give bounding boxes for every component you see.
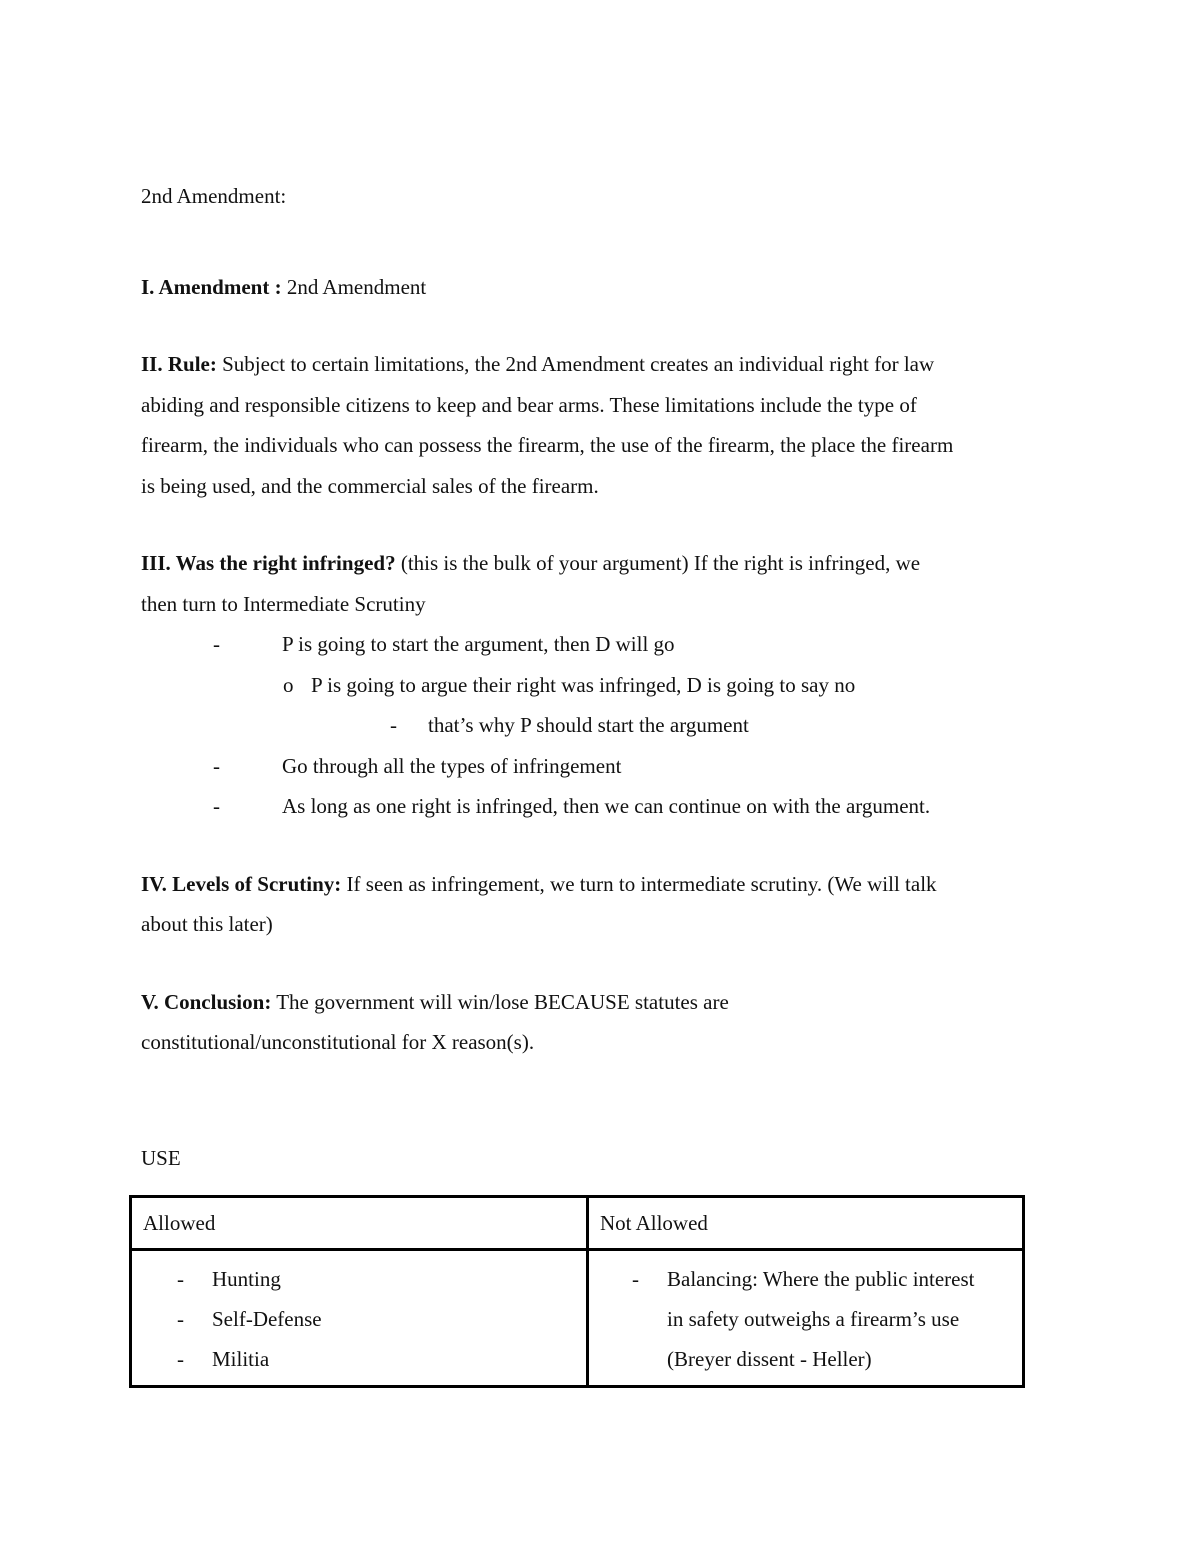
list-item	[141, 746, 1061, 787]
section-label: III. Was the right infringed?	[141, 551, 396, 575]
scrutiny-line: about this later)	[141, 912, 273, 936]
rule-line: abiding and responsible citizens to keep and bear arms. These limitations include the type of	[141, 392, 917, 417]
list-item-text: Self-Defense	[212, 1307, 322, 1331]
table-header-row	[131, 1197, 1024, 1250]
dash-marker: -	[177, 1347, 184, 1371]
section-conclusion	[141, 982, 1061, 1063]
list-item	[141, 786, 1061, 827]
dash-marker: -	[213, 632, 220, 656]
list-item-text	[589, 1259, 1022, 1379]
list-item-line: Balancing: Where the public interest	[667, 1267, 975, 1291]
dash-marker: -	[213, 753, 220, 778]
scrutiny-line: If seen as infringement, we turn to intermediate scrutiny. (We will talk	[341, 871, 937, 896]
rule-line: is being used, and the commercial sales of the firearm.	[141, 473, 599, 498]
dash-marker: -	[213, 794, 220, 818]
section-text: 2nd Amendment	[281, 274, 427, 299]
list-item	[141, 665, 1061, 706]
list-item-text: Hunting	[212, 1267, 281, 1291]
list-item-line: in safety outweighs a firearm’s use	[667, 1307, 960, 1331]
section-amendment	[141, 267, 1061, 308]
section-infringed	[141, 543, 1061, 827]
list-item-text: that’s why P should start the argument	[428, 713, 749, 737]
conclusion-line: The government will win/lose BECAUSE statutes are	[271, 989, 729, 1014]
list-item	[589, 1259, 1022, 1379]
conclusion-line: constitutional/unconstitutional for X reason(s).	[141, 1030, 535, 1054]
section-rule	[141, 344, 1061, 506]
rule-line: firearm, the individuals who can possess the firearm, the use of the firearm, the place the firearm	[141, 433, 954, 457]
use-table	[129, 1195, 1025, 1388]
document-title: 2nd Amendment:	[141, 184, 287, 208]
allowed-cell	[131, 1250, 588, 1387]
dash-marker: -	[177, 1307, 184, 1331]
table-row	[131, 1250, 1024, 1387]
section-scrutiny	[141, 864, 1061, 945]
list-item-line: (Breyer dissent - Heller)	[667, 1347, 872, 1371]
column-header-not-allowed: Not Allowed	[588, 1197, 1024, 1250]
list-item-text: P is going to start the argument, then D will go	[282, 632, 675, 656]
infringed-line: (this is the bulk of your argument) If the right is infringed, we	[395, 551, 921, 575]
rule-line: Subject to certain limitations, the 2nd Amendment creates an individual right for law	[216, 352, 935, 376]
list-item	[132, 1339, 586, 1379]
dash-marker: -	[177, 1267, 184, 1291]
section-label: V. Conclusion:	[141, 989, 272, 1014]
list-item-text: As long as one right is infringed, then we can continue on with the argument.	[282, 794, 931, 818]
document-body	[141, 176, 1061, 1178]
list-item	[141, 705, 1061, 746]
list-item	[141, 624, 1061, 665]
circle-bullet-marker: o	[283, 672, 294, 697]
section-label: II. Rule:	[141, 352, 217, 376]
infringed-line: then turn to Intermediate Scrutiny	[141, 591, 426, 616]
list-item-text: Militia	[212, 1347, 270, 1371]
use-heading: USE	[141, 1145, 181, 1170]
dash-marker: -	[390, 713, 397, 737]
list-item	[132, 1259, 586, 1299]
not-allowed-cell	[588, 1250, 1024, 1387]
list-item-text: P is going to argue their right was infringed, D is going to say no	[311, 672, 856, 697]
column-header-allowed: Allowed	[131, 1197, 588, 1250]
list-item	[132, 1299, 586, 1339]
section-label: I. Amendment :	[141, 274, 282, 299]
dash-marker: -	[632, 1267, 639, 1291]
list-item-text: Go through all the types of infringement	[282, 753, 622, 778]
section-label: IV. Levels of Scrutiny:	[141, 871, 342, 896]
